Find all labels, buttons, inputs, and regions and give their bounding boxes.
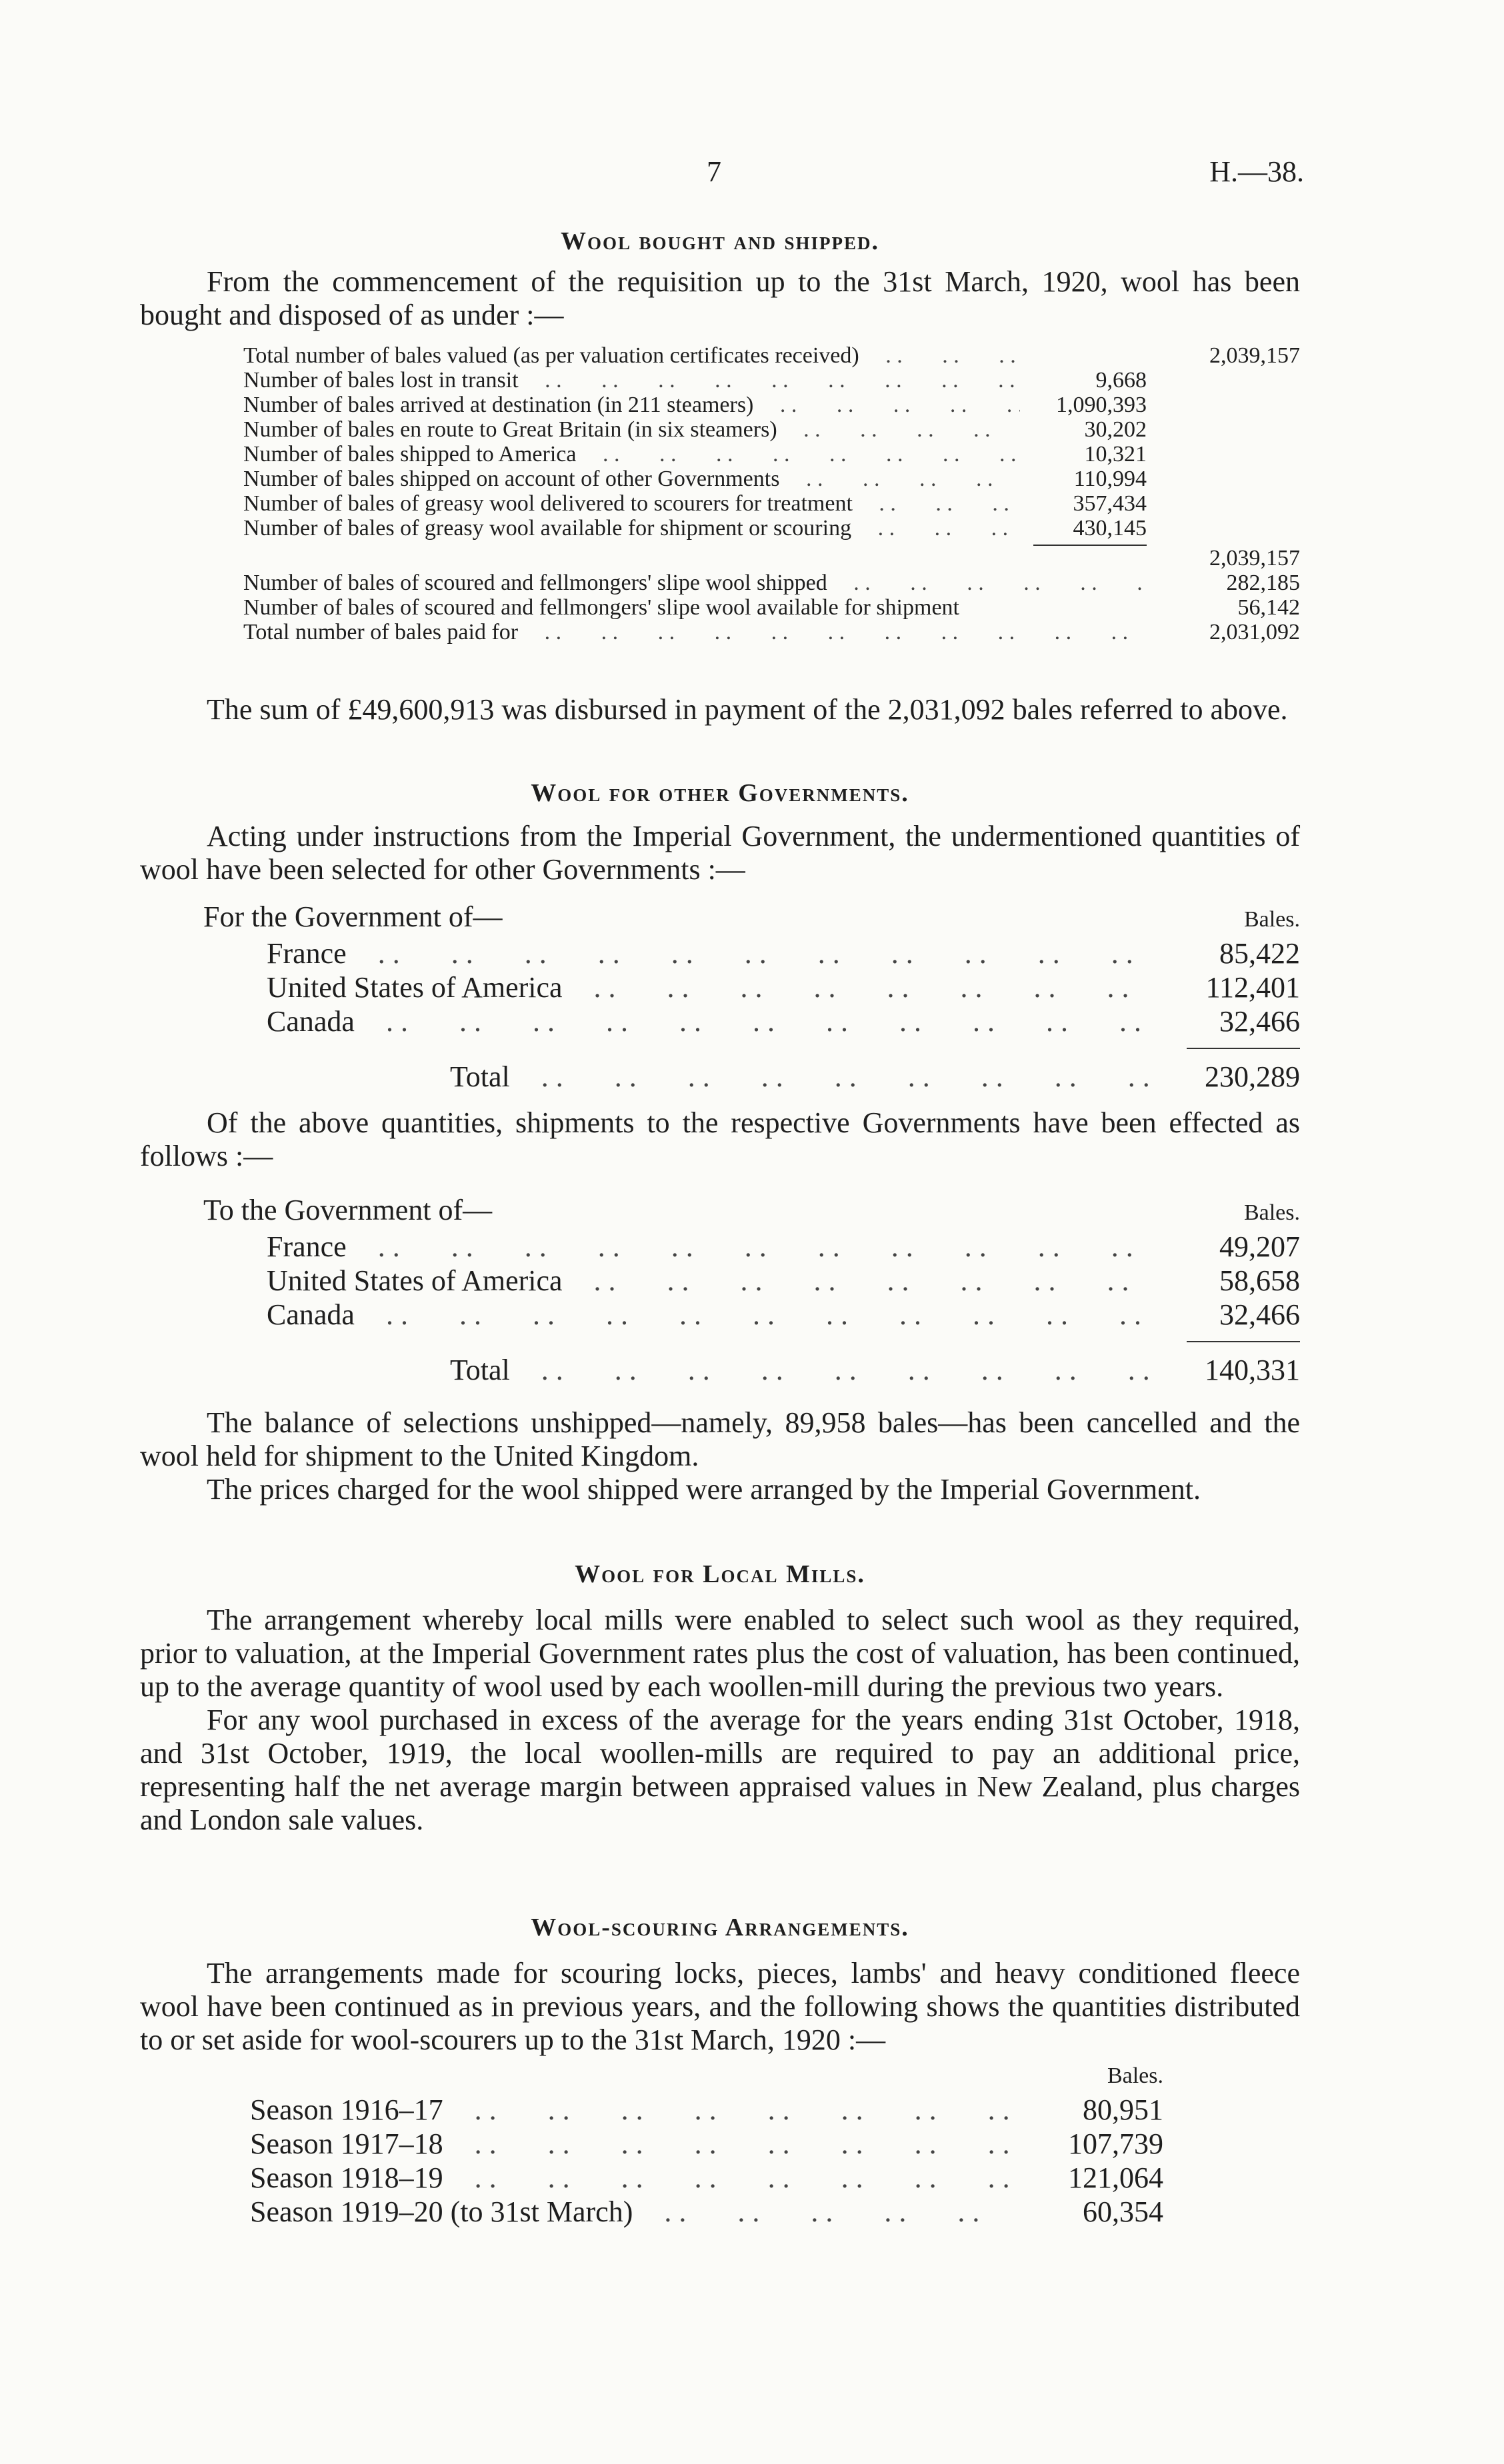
- unit-label: Bales.: [1243, 1200, 1300, 1225]
- table-row: [203, 1264, 1300, 1298]
- row-value: 58,658: [1219, 1264, 1300, 1297]
- table-row: [203, 1004, 1300, 1038]
- shipped-table: [203, 1193, 1300, 1387]
- unit-label: Bales.: [1107, 2063, 1163, 2088]
- total-label: Total: [450, 1354, 510, 1386]
- row-label: Number of bales en route to Great Britain (in six steamers): [243, 417, 777, 442]
- row-value: 112,401: [1205, 971, 1300, 1004]
- row-value: 121,064: [1068, 2161, 1163, 2194]
- total-rule: [1187, 1341, 1300, 1342]
- row-inner-value: 110,994: [1073, 467, 1147, 491]
- row-label: Total number of bales paid for: [243, 620, 519, 644]
- table-row: [243, 343, 1300, 368]
- paragraph: The balance of selections unshipped—namely, 89,958 bales—has been cancelled and the wool held for shipment to the United Kingdom.: [140, 1406, 1300, 1472]
- row-outer-value: 2,039,157: [1209, 343, 1300, 368]
- row-inner-value: 30,202: [1084, 417, 1147, 442]
- table-row: [243, 491, 1300, 516]
- row-inner-value: 10,321: [1084, 442, 1147, 467]
- row-value: 107,739: [1068, 2127, 1163, 2160]
- row-label: Season 1917–18: [250, 2127, 443, 2160]
- paragraph: The prices charged for the wool shipped were arranged by the Imperial Government.: [207, 1473, 1201, 1506]
- row-label: Number of bales of greasy wool available for shipment or scouring: [243, 516, 852, 541]
- seasons-table: [250, 2056, 1163, 2229]
- table-caption: For the Government of—: [203, 900, 503, 933]
- row-label: United States of America: [267, 1264, 563, 1297]
- row-value: 32,466: [1219, 1005, 1300, 1038]
- table-row: [243, 595, 1300, 620]
- subtotal-rule: [1033, 545, 1147, 546]
- section-heading: Wool bought and shipped.: [560, 227, 880, 255]
- unit-label: Bales.: [1243, 907, 1300, 932]
- paragraph: The sum of £49,600,913 was disbursed in payment of the 2,031,092 bales referred to above.: [207, 693, 1288, 726]
- table-row: [243, 571, 1300, 595]
- row-label: Number of bales shipped on account of other Governments: [243, 467, 780, 491]
- row-value: 85,422: [1219, 937, 1300, 970]
- table-caption-row: [203, 1193, 1300, 1230]
- paragraph: Of the above quantities, shipments to the respective Governments have been effected as follows :—: [140, 1106, 1300, 1172]
- table-row: [243, 620, 1300, 644]
- row-label: Season 1916–17: [250, 2093, 443, 2126]
- row-value: 49,207: [1219, 1230, 1300, 1263]
- table-row: [203, 1230, 1300, 1264]
- paragraph: The arrangements made for scouring locks, pieces, lambs' and heavy conditioned fleece wool have been continued as in previous years, and the following shows the quantities distributed to or set aside for wool-scourers up to the 31st March, 1920 :—: [140, 1957, 1300, 2056]
- table-row: [250, 2195, 1163, 2229]
- table-row: [250, 2093, 1163, 2127]
- section-wool-bought-closing: [140, 693, 1300, 726]
- table-row: [243, 467, 1300, 491]
- total-row: [203, 1060, 1300, 1094]
- row-label: Canada: [267, 1005, 355, 1038]
- table-caption-row: [203, 900, 1300, 936]
- row-inner-value: 1,090,393: [1056, 393, 1147, 417]
- table-row: [243, 516, 1300, 541]
- table-row: [243, 442, 1300, 467]
- total-label: Total: [450, 1060, 510, 1093]
- table-caption-row: [250, 2056, 1163, 2093]
- row-value: 80,951: [1083, 2093, 1163, 2126]
- row-label: Number of bales of scoured and fellmongers' slipe wool shipped: [243, 571, 827, 595]
- total-rule-row: [203, 1341, 1300, 1342]
- table-row: [203, 936, 1300, 970]
- table-row: [243, 417, 1300, 442]
- paragraph: The arrangement whereby local mills were enabled to select such wool as they required, prior to valuation, at the Imperial Government rates plus the cost of valuation, has been continued, up to the average quantity of wool used by each woollen-mill during the previous two years.: [140, 1604, 1300, 1703]
- section-heading: Wool for Local Mills.: [575, 1560, 865, 1588]
- row-inner-value: 357,434: [1073, 491, 1147, 516]
- row-value: 60,354: [1083, 2195, 1163, 2228]
- table-row: [243, 368, 1300, 393]
- paragraph: From the commencement of the requisition up to the 31st March, 1920, wool has been bought and disposed of as under :—: [140, 265, 1300, 331]
- paragraph: For any wool purchased in excess of the average for the years ending 31st October, 1918, and 31st October, 1919, the local woollen-mills are required to pay an additional price, representing half the net average margin between appraised values in New Zealand, plus charges and London sale values.: [140, 1704, 1300, 1836]
- total-row: [203, 1353, 1300, 1387]
- section-balance: [140, 1406, 1300, 1506]
- table-caption: To the Government of—: [203, 1194, 493, 1226]
- subtotal-row: [243, 546, 1300, 571]
- section-heading: Wool for other Governments.: [531, 779, 909, 807]
- total-value: 140,331: [1205, 1354, 1300, 1386]
- row-label: Canada: [267, 1298, 355, 1331]
- row-label: Number of bales of greasy wool delivered to scourers for treatment: [243, 491, 853, 516]
- total-rule-row: [203, 1048, 1300, 1049]
- row-label: Number of bales arrived at destination (in 211 steamers): [243, 393, 754, 417]
- row-label: Number of bales of scoured and fellmongers' slipe wool available for shipment: [243, 595, 959, 620]
- row-label: United States of America: [267, 971, 563, 1004]
- subtotal-value: 2,039,157: [1209, 546, 1300, 571]
- table-row: [243, 393, 1300, 417]
- paragraph: Acting under instructions from the Imperial Government, the undermentioned quantities of wool have been selected for other Governments :—: [140, 820, 1300, 886]
- row-label: France: [267, 937, 347, 970]
- section-other-governments: [140, 778, 1300, 886]
- section-wool-bought: [140, 227, 1300, 332]
- row-label: Season 1918–19: [250, 2161, 443, 2194]
- row-outer-value: 2,031,092: [1209, 620, 1300, 644]
- row-label: France: [267, 1230, 347, 1263]
- bales-table: [243, 343, 1300, 644]
- total-value: 230,289: [1205, 1060, 1300, 1093]
- table-row: [250, 2127, 1163, 2161]
- table-row: [250, 2161, 1163, 2195]
- total-rule: [1187, 1048, 1300, 1049]
- selected-table: [203, 900, 1300, 1094]
- row-label: Number of bales lost in transit: [243, 368, 519, 393]
- table-row: [203, 1298, 1300, 1332]
- row-label: Total number of bales valued (as per valuation certificates received): [243, 343, 859, 368]
- table-row: [203, 970, 1300, 1004]
- row-label: Season 1919–20 (to 31st March): [250, 2195, 633, 2228]
- page-number: 7: [707, 155, 721, 188]
- row-outer-value: 282,185: [1226, 571, 1300, 595]
- row-inner-value: 9,668: [1095, 368, 1147, 393]
- row-inner-value: 430,145: [1073, 516, 1147, 541]
- section-shipments: [140, 1106, 1300, 1173]
- section-heading: Wool-scouring Arrangements.: [531, 1913, 909, 1941]
- row-value: 32,466: [1219, 1298, 1300, 1331]
- document-reference: H.—38.: [1209, 155, 1304, 188]
- section-wool-scouring: [140, 1913, 1300, 2057]
- section-local-mills: [140, 1560, 1300, 1837]
- row-outer-value: 56,142: [1237, 595, 1300, 620]
- row-label: Number of bales shipped to America: [243, 442, 577, 467]
